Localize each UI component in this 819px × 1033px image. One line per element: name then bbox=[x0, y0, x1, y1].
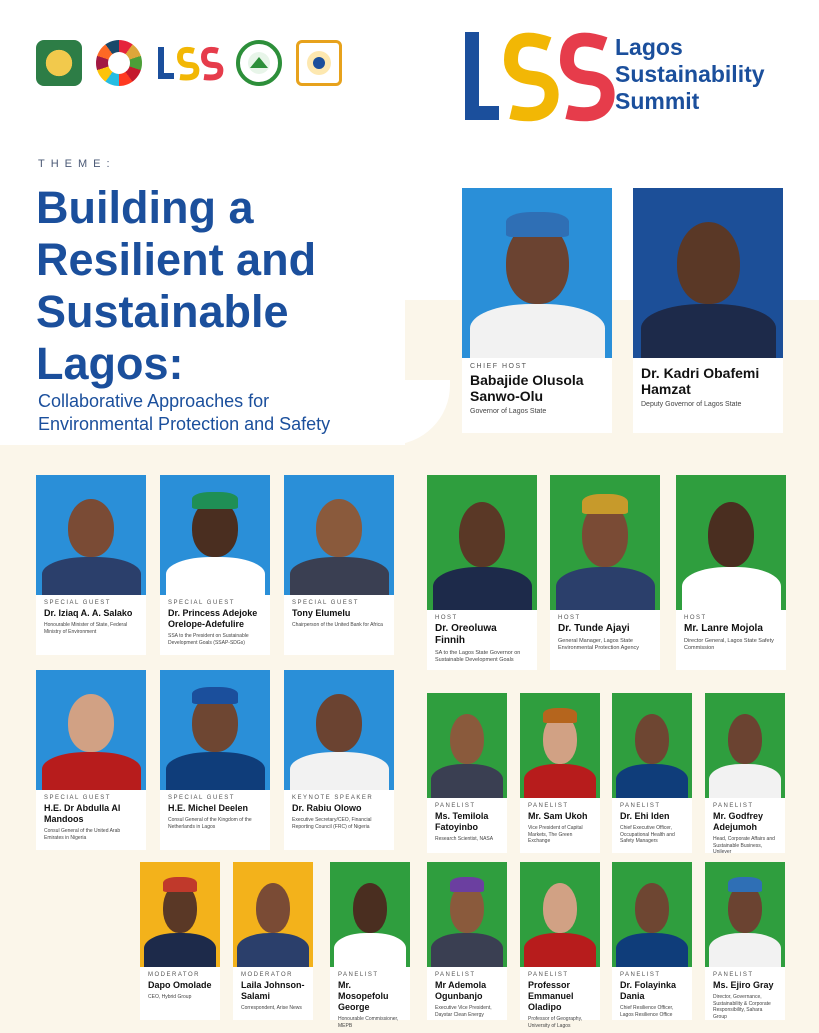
speaker-card bbox=[550, 475, 660, 670]
speaker-cap-icon bbox=[450, 877, 484, 892]
speaker-name: Dr. Iziaq A. A. Salako bbox=[44, 608, 133, 618]
lagos-state-seal-icon bbox=[36, 40, 82, 86]
speaker-cap-icon bbox=[728, 877, 762, 892]
speaker-description: Director General, Lagos State Safety Commission bbox=[684, 638, 774, 651]
speaker-attire-icon bbox=[682, 567, 781, 610]
speaker-cap-icon bbox=[163, 877, 197, 892]
speaker-name: Dr. Tunde Ajayi bbox=[558, 623, 630, 634]
lasema-logo-icon bbox=[296, 40, 342, 86]
speaker-description: Executive Vice President, Daystar Clean Energy bbox=[435, 1005, 492, 1018]
speaker-role: KEYNOTE SPEAKER bbox=[292, 795, 374, 801]
speaker-info bbox=[160, 790, 270, 834]
speaker-attire-icon bbox=[431, 764, 503, 798]
speaker-info bbox=[633, 358, 783, 413]
speaker-name: Ms. Ejiro Gray bbox=[713, 980, 774, 990]
speaker-attire-icon bbox=[42, 557, 141, 595]
speaker-info bbox=[676, 610, 786, 656]
speaker-attire-icon bbox=[431, 933, 503, 967]
speaker-card bbox=[427, 862, 507, 1020]
speaker-portrait-icon bbox=[256, 883, 290, 933]
speaker-info bbox=[233, 967, 313, 1016]
speaker-description: Consul General of the Kingdom of the Netherlands in Lagos bbox=[168, 817, 252, 830]
speaker-card bbox=[160, 475, 270, 655]
speaker-portrait-icon bbox=[450, 714, 484, 764]
speaker-card bbox=[160, 670, 270, 850]
subhead-line-1: Collaborative Approaches for bbox=[38, 391, 270, 411]
headline-line-4: Lagos: bbox=[36, 338, 184, 389]
theme-subhead bbox=[38, 390, 388, 436]
speaker-role: PANELIST bbox=[528, 972, 569, 978]
speaker-attire-icon bbox=[556, 567, 655, 610]
speaker-card bbox=[36, 475, 146, 655]
speaker-description: Research Scientist, NASA bbox=[435, 836, 494, 842]
speaker-info bbox=[550, 610, 660, 656]
speaker-description: Chairperson of the United Bank for Africa bbox=[292, 622, 383, 628]
speaker-attire-icon bbox=[709, 933, 781, 967]
speaker-card bbox=[140, 862, 220, 1020]
speaker-photo bbox=[36, 475, 146, 595]
speaker-portrait-icon bbox=[459, 502, 505, 567]
speaker-name: H.E. Dr Abdulla Al Mandoos bbox=[44, 803, 121, 824]
speaker-attire-icon bbox=[616, 933, 688, 967]
speaker-cap-icon bbox=[543, 708, 577, 723]
speaker-attire-icon bbox=[166, 557, 265, 595]
speaker-info bbox=[160, 595, 270, 650]
speaker-role: CHIEF HOST bbox=[470, 363, 528, 370]
speaker-role: HOST bbox=[684, 615, 707, 621]
speaker-role: PANELIST bbox=[435, 803, 476, 809]
speaker-photo bbox=[284, 475, 394, 595]
speaker-attire-icon bbox=[42, 752, 141, 790]
speaker-portrait-icon bbox=[543, 883, 577, 933]
speaker-info bbox=[462, 358, 612, 420]
partner-logos bbox=[36, 40, 342, 86]
speaker-photo bbox=[160, 475, 270, 595]
speaker-role: SPECIAL GUEST bbox=[44, 600, 111, 606]
speaker-description: Consul General of the United Arab Emirates in Nigeria bbox=[44, 828, 121, 841]
subhead-line-2: Environmental Protection and Safety bbox=[38, 414, 331, 434]
speaker-photo bbox=[612, 862, 692, 967]
speaker-info bbox=[520, 798, 600, 849]
speaker-description: Executive Secretary/CEO, Financial Reporting Council (FRC) of Nigeria bbox=[292, 817, 372, 830]
lss-mark-icon bbox=[463, 28, 613, 124]
speaker-attire-icon bbox=[290, 752, 389, 790]
speaker-name: Professor Emmanuel Oladipo bbox=[528, 980, 574, 1012]
speaker-name: Mr. Lanre Mojola bbox=[684, 623, 763, 634]
speaker-photo bbox=[330, 862, 410, 967]
speaker-description: Chief Executive Officer, Occupational Health and Safety Managers bbox=[620, 825, 675, 844]
speaker-description: CEO, Hybrid Group bbox=[148, 994, 192, 1000]
headline-line-1: Building a bbox=[36, 182, 254, 233]
speaker-card bbox=[330, 862, 410, 1029]
speaker-role: PANELIST bbox=[528, 803, 569, 809]
speaker-card bbox=[36, 670, 146, 850]
speaker-attire-icon bbox=[641, 304, 776, 358]
speaker-description: Head, Corporate Affairs and Sustainable Business, Unilever bbox=[713, 836, 775, 855]
speaker-info bbox=[140, 967, 220, 1005]
speaker-info bbox=[427, 610, 537, 668]
sdg-wheel-icon bbox=[96, 40, 142, 86]
speaker-photo bbox=[427, 862, 507, 967]
speaker-role: MODERATOR bbox=[241, 972, 293, 978]
speaker-card bbox=[633, 188, 783, 433]
speaker-card bbox=[284, 475, 394, 655]
speaker-name: H.E. Michel Deelen bbox=[168, 803, 249, 813]
speaker-photo bbox=[676, 475, 786, 610]
speaker-photo bbox=[520, 862, 600, 967]
summit-name-line-2: Sustainability bbox=[615, 61, 765, 87]
speaker-info bbox=[36, 790, 146, 845]
speaker-card bbox=[705, 693, 785, 853]
headline-line-2: Resilient and bbox=[36, 234, 317, 285]
speaker-info bbox=[705, 967, 785, 1024]
speaker-card bbox=[284, 670, 394, 850]
speaker-name: Dr. Princess Adejoke Orelope-Adefulire bbox=[168, 608, 258, 629]
speaker-description: Professor of Geography, University of Lagos bbox=[528, 1016, 583, 1029]
speaker-role: PANELIST bbox=[713, 803, 754, 809]
speaker-info bbox=[520, 967, 600, 1033]
speaker-role: MODERATOR bbox=[148, 972, 200, 978]
speaker-portrait-icon bbox=[708, 502, 754, 567]
speaker-info bbox=[284, 595, 394, 633]
speaker-name: Dr. Oreoluwa Finnih bbox=[435, 623, 497, 646]
speaker-info bbox=[705, 798, 785, 860]
speaker-role: PANELIST bbox=[713, 972, 754, 978]
speaker-name: Babajide Olusola Sanwo-Olu bbox=[470, 372, 584, 404]
speaker-photo bbox=[160, 670, 270, 790]
speaker-card bbox=[612, 693, 692, 853]
speaker-cap-icon bbox=[192, 687, 238, 704]
lss-brand bbox=[463, 28, 803, 124]
speaker-portrait-icon bbox=[677, 222, 740, 304]
speaker-portrait-icon bbox=[68, 694, 114, 752]
speaker-name: Dr. Rabiu Olowo bbox=[292, 803, 362, 813]
speaker-attire-icon bbox=[237, 933, 309, 967]
speaker-info bbox=[427, 967, 507, 1022]
speaker-role: PANELIST bbox=[620, 972, 661, 978]
speaker-description: Deputy Governor of Lagos State bbox=[641, 401, 742, 408]
speaker-role: PANELIST bbox=[338, 972, 379, 978]
speaker-photo bbox=[233, 862, 313, 967]
speaker-name: Mr. Mosopefolu George bbox=[338, 980, 389, 1012]
speaker-role: PANELIST bbox=[620, 803, 661, 809]
speaker-role: SPECIAL GUEST bbox=[292, 600, 359, 606]
speaker-photo bbox=[612, 693, 692, 798]
lss-small-logo bbox=[156, 40, 222, 86]
speaker-photo bbox=[284, 670, 394, 790]
summit-name-line-1: Lagos bbox=[615, 34, 683, 60]
speaker-portrait-icon bbox=[635, 883, 669, 933]
speaker-role: PANELIST bbox=[435, 972, 476, 978]
speaker-description: Honourable Minister of State, Federal Ministry of Environment bbox=[44, 622, 128, 635]
speaker-role: SPECIAL GUEST bbox=[168, 795, 235, 801]
theme-headline bbox=[36, 182, 366, 390]
speaker-name: Ms. Temilola Fatoyinbo bbox=[435, 811, 489, 832]
speaker-attire-icon bbox=[709, 764, 781, 798]
speaker-role: HOST bbox=[435, 615, 458, 621]
speaker-name: Dr. Ehi Iden bbox=[620, 811, 670, 821]
speaker-info bbox=[36, 595, 146, 639]
speaker-attire-icon bbox=[144, 933, 216, 967]
speaker-name: Mr Ademola Ogunbanjo bbox=[435, 980, 487, 1001]
speaker-photo bbox=[140, 862, 220, 967]
speaker-attire-icon bbox=[470, 304, 605, 358]
speaker-card bbox=[462, 188, 612, 433]
summit-name-line-3: Summit bbox=[615, 88, 700, 114]
speaker-photo bbox=[36, 670, 146, 790]
speaker-name: Dapo Omolade bbox=[148, 980, 212, 990]
speaker-photo bbox=[462, 188, 612, 358]
speaker-card bbox=[427, 693, 507, 853]
speaker-role: HOST bbox=[558, 615, 581, 621]
speaker-photo bbox=[705, 862, 785, 967]
speaker-description: Director, Governance, Sustainability & Corporate Responsibility, Sahara Group bbox=[713, 994, 771, 1020]
speaker-photo bbox=[427, 475, 537, 610]
speaker-description: SA to the Lagos State Governor on Sustainable Development Goals bbox=[435, 650, 521, 663]
speaker-portrait-icon bbox=[353, 883, 387, 933]
speaker-role: SPECIAL GUEST bbox=[44, 795, 111, 801]
speaker-name: Mr. Sam Ukoh bbox=[528, 811, 588, 821]
speaker-attire-icon bbox=[433, 567, 532, 610]
speaker-portrait-icon bbox=[68, 499, 114, 557]
speaker-cap-icon bbox=[506, 212, 569, 237]
speaker-description: Chief Resilience Officer, Lagos Resilience Office bbox=[620, 1005, 674, 1018]
speaker-photo bbox=[705, 693, 785, 798]
speaker-info bbox=[427, 798, 507, 847]
speaker-attire-icon bbox=[524, 933, 596, 967]
speaker-cap-icon bbox=[192, 492, 238, 509]
speaker-description: Governor of Lagos State bbox=[470, 408, 547, 415]
speaker-info bbox=[612, 798, 692, 849]
theme-label: THEME: bbox=[38, 158, 116, 170]
speaker-info bbox=[284, 790, 394, 834]
speaker-role: SPECIAL GUEST bbox=[168, 600, 235, 606]
speaker-name: Laila Johnson-Salami bbox=[241, 980, 305, 1001]
speaker-info bbox=[612, 967, 692, 1022]
speaker-card bbox=[676, 475, 786, 670]
speaker-photo bbox=[427, 693, 507, 798]
speaker-portrait-icon bbox=[635, 714, 669, 764]
speaker-attire-icon bbox=[166, 752, 265, 790]
speaker-portrait-icon bbox=[316, 499, 362, 557]
speaker-attire-icon bbox=[616, 764, 688, 798]
speaker-info bbox=[330, 967, 410, 1033]
speaker-name: Mr. Godfrey Adejumoh bbox=[713, 811, 764, 832]
speaker-card bbox=[520, 693, 600, 853]
speaker-attire-icon bbox=[290, 557, 389, 595]
headline-line-3: Sustainable bbox=[36, 286, 289, 337]
speaker-description: General Manager, Lagos State Environmental Protection Agency bbox=[558, 638, 640, 651]
speaker-photo bbox=[633, 188, 783, 358]
speaker-attire-icon bbox=[524, 764, 596, 798]
speaker-cap-icon bbox=[582, 494, 628, 514]
speaker-description: SSA to the President on Sustainable Development Goals (SSAP-SDGs) bbox=[168, 633, 249, 646]
speaker-portrait-icon bbox=[316, 694, 362, 752]
speaker-photo bbox=[550, 475, 660, 610]
speaker-description: Correspondent, Arise News bbox=[241, 1005, 302, 1011]
speaker-card bbox=[427, 475, 537, 670]
speaker-card bbox=[233, 862, 313, 1020]
speaker-description: Vice President of Capital Markets, The Green Exchange bbox=[528, 825, 583, 844]
speaker-card bbox=[520, 862, 600, 1029]
lasepa-logo-icon bbox=[236, 40, 282, 86]
summit-name bbox=[615, 34, 765, 115]
speaker-name: Dr. Folayinka Dania bbox=[620, 980, 677, 1001]
speaker-name: Dr. Kadri Obafemi Hamzat bbox=[641, 365, 760, 397]
speaker-description: Honourable Commissioner, MEPB bbox=[338, 1016, 399, 1029]
speaker-name: Tony Elumelu bbox=[292, 608, 351, 618]
speaker-card bbox=[612, 862, 692, 1020]
speaker-photo bbox=[520, 693, 600, 798]
speaker-card bbox=[705, 862, 785, 1020]
speaker-portrait-icon bbox=[728, 714, 762, 764]
speaker-attire-icon bbox=[334, 933, 406, 967]
